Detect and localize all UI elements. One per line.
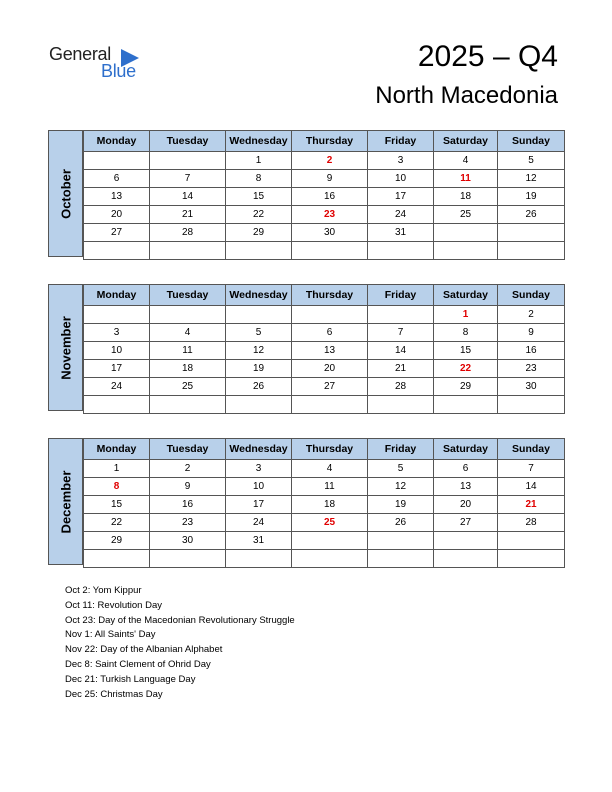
- weekday-header: Friday: [368, 131, 434, 152]
- day-cell: 4: [292, 460, 368, 478]
- empty-day-cell: [434, 550, 498, 568]
- day-cell: 6: [84, 170, 150, 188]
- logo-text-general: General: [49, 44, 111, 64]
- empty-day-cell: [226, 306, 292, 324]
- holiday-day-cell: 1: [434, 306, 498, 324]
- day-cell: 27: [292, 378, 368, 396]
- empty-day-cell: [84, 550, 150, 568]
- day-cell: 1: [84, 460, 150, 478]
- holiday-day-cell: 2: [292, 152, 368, 170]
- weekday-header: Sunday: [498, 131, 565, 152]
- empty-day-cell: [498, 242, 565, 260]
- month-label: [48, 130, 83, 257]
- day-cell: 28: [498, 514, 565, 532]
- empty-day-cell: [434, 242, 498, 260]
- empty-day-cell: [498, 532, 565, 550]
- day-cell: 30: [292, 224, 368, 242]
- day-cell: 8: [434, 324, 498, 342]
- month-block-december: [48, 438, 564, 565]
- weekday-header: Monday: [84, 131, 150, 152]
- day-cell: 13: [292, 342, 368, 360]
- weekday-header: Saturday: [434, 131, 498, 152]
- day-cell: 20: [84, 206, 150, 224]
- week-row: [84, 188, 565, 206]
- empty-day-cell: [150, 152, 226, 170]
- holiday-day-cell: 23: [292, 206, 368, 224]
- day-cell: 31: [368, 224, 434, 242]
- day-cell: 9: [150, 478, 226, 496]
- weekday-header: Wednesday: [226, 131, 292, 152]
- day-cell: 1: [226, 152, 292, 170]
- empty-day-cell: [292, 532, 368, 550]
- empty-day-cell: [84, 152, 150, 170]
- weekday-header-row: [84, 285, 565, 306]
- empty-day-cell: [150, 396, 226, 414]
- weekday-header: Thursday: [292, 439, 368, 460]
- week-row: [84, 306, 565, 324]
- holiday-note: Oct 11: Revolution Day: [65, 599, 162, 611]
- day-cell: 18: [434, 188, 498, 206]
- day-cell: 25: [434, 206, 498, 224]
- holiday-note: Nov 22: Day of the Albanian Alphabet: [65, 644, 223, 656]
- holiday-note: Nov 1: All Saints' Day: [65, 629, 156, 641]
- week-row: [84, 532, 565, 550]
- weekday-header: Monday: [84, 439, 150, 460]
- weekday-header: Friday: [368, 285, 434, 306]
- empty-day-cell: [498, 550, 565, 568]
- day-cell: 12: [368, 478, 434, 496]
- empty-day-cell: [368, 532, 434, 550]
- week-row: [84, 324, 565, 342]
- week-row: [84, 206, 565, 224]
- week-row: [84, 396, 565, 414]
- day-cell: 11: [150, 342, 226, 360]
- day-cell: 24: [84, 378, 150, 396]
- calendar-table: [83, 438, 565, 568]
- day-cell: 5: [226, 324, 292, 342]
- empty-day-cell: [292, 242, 368, 260]
- day-cell: 30: [150, 532, 226, 550]
- week-row: [84, 170, 565, 188]
- day-cell: 27: [84, 224, 150, 242]
- day-cell: 13: [434, 478, 498, 496]
- holiday-note: Dec 25: Christmas Day: [65, 688, 163, 700]
- weekday-header: Wednesday: [226, 285, 292, 306]
- empty-day-cell: [292, 396, 368, 414]
- day-cell: 2: [498, 306, 565, 324]
- day-cell: 15: [84, 496, 150, 514]
- holiday-note: Dec 8: Saint Clement of Ohrid Day: [65, 658, 211, 670]
- weekday-header: Monday: [84, 285, 150, 306]
- empty-day-cell: [226, 550, 292, 568]
- weekday-header: Saturday: [434, 285, 498, 306]
- day-cell: 10: [226, 478, 292, 496]
- week-row: [84, 360, 565, 378]
- weekday-header: Thursday: [292, 131, 368, 152]
- holiday-note: Oct 2: Yom Kippur: [65, 585, 142, 596]
- weekday-header: Sunday: [498, 439, 565, 460]
- day-cell: 28: [368, 378, 434, 396]
- empty-day-cell: [368, 306, 434, 324]
- holiday-note: Dec 21: Turkish Language Day: [65, 673, 196, 685]
- day-cell: 23: [150, 514, 226, 532]
- day-cell: 21: [150, 206, 226, 224]
- day-cell: 6: [292, 324, 368, 342]
- holiday-day-cell: 22: [434, 360, 498, 378]
- week-row: [84, 460, 565, 478]
- day-cell: 18: [150, 360, 226, 378]
- weekday-header: Saturday: [434, 439, 498, 460]
- day-cell: 26: [498, 206, 565, 224]
- weekday-header-row: [84, 439, 565, 460]
- holiday-note: Oct 23: Day of the Macedonian Revolutionary Struggle: [65, 614, 295, 626]
- page-subtitle: North Macedonia: [375, 82, 558, 109]
- weekday-header: Tuesday: [150, 131, 226, 152]
- month-label: [48, 284, 83, 411]
- empty-day-cell: [368, 396, 434, 414]
- day-cell: 7: [150, 170, 226, 188]
- day-cell: 9: [498, 324, 565, 342]
- day-cell: 21: [368, 360, 434, 378]
- day-cell: 26: [226, 378, 292, 396]
- day-cell: 10: [84, 342, 150, 360]
- day-cell: 6: [434, 460, 498, 478]
- empty-day-cell: [368, 550, 434, 568]
- day-cell: 16: [150, 496, 226, 514]
- month-block-october: [48, 130, 564, 257]
- empty-day-cell: [292, 550, 368, 568]
- empty-day-cell: [498, 224, 565, 242]
- empty-day-cell: [84, 242, 150, 260]
- day-cell: 13: [84, 188, 150, 206]
- page-title: 2025 – Q4: [417, 40, 558, 73]
- month-name: November: [58, 315, 73, 380]
- day-cell: 14: [498, 478, 565, 496]
- day-cell: 20: [292, 360, 368, 378]
- day-cell: 16: [292, 188, 368, 206]
- day-cell: 3: [368, 152, 434, 170]
- day-cell: 22: [226, 206, 292, 224]
- day-cell: 3: [226, 460, 292, 478]
- day-cell: 7: [498, 460, 565, 478]
- day-cell: 29: [84, 532, 150, 550]
- day-cell: 24: [368, 206, 434, 224]
- day-cell: 19: [368, 496, 434, 514]
- day-cell: 31: [226, 532, 292, 550]
- empty-day-cell: [434, 532, 498, 550]
- empty-day-cell: [150, 242, 226, 260]
- day-cell: 29: [434, 378, 498, 396]
- empty-day-cell: [498, 396, 565, 414]
- day-cell: 19: [226, 360, 292, 378]
- day-cell: 4: [434, 152, 498, 170]
- day-cell: 3: [84, 324, 150, 342]
- week-row: [84, 514, 565, 532]
- week-row: [84, 378, 565, 396]
- week-row: [84, 152, 565, 170]
- day-cell: 8: [226, 170, 292, 188]
- day-cell: 28: [150, 224, 226, 242]
- day-cell: 14: [368, 342, 434, 360]
- logo-text-blue: Blue: [101, 61, 136, 81]
- day-cell: 29: [226, 224, 292, 242]
- week-row: [84, 224, 565, 242]
- empty-day-cell: [368, 242, 434, 260]
- day-cell: 11: [292, 478, 368, 496]
- empty-day-cell: [226, 242, 292, 260]
- holiday-day-cell: 11: [434, 170, 498, 188]
- day-cell: 20: [434, 496, 498, 514]
- day-cell: 14: [150, 188, 226, 206]
- holiday-day-cell: 25: [292, 514, 368, 532]
- day-cell: 7: [368, 324, 434, 342]
- weekday-header: Sunday: [498, 285, 565, 306]
- day-cell: 9: [292, 170, 368, 188]
- day-cell: 23: [498, 360, 565, 378]
- holiday-day-cell: 21: [498, 496, 565, 514]
- week-row: [84, 550, 565, 568]
- day-cell: 2: [150, 460, 226, 478]
- weekday-header: Tuesday: [150, 285, 226, 306]
- day-cell: 25: [150, 378, 226, 396]
- day-cell: 26: [368, 514, 434, 532]
- empty-day-cell: [292, 306, 368, 324]
- day-cell: 17: [226, 496, 292, 514]
- weekday-header: Tuesday: [150, 439, 226, 460]
- month-name: October: [58, 168, 73, 219]
- day-cell: 15: [434, 342, 498, 360]
- holiday-notes: [65, 584, 295, 702]
- empty-day-cell: [84, 396, 150, 414]
- month-name: December: [58, 470, 73, 533]
- calendar-table: [83, 130, 565, 260]
- week-row: [84, 342, 565, 360]
- day-cell: 17: [84, 360, 150, 378]
- day-cell: 12: [498, 170, 565, 188]
- calendar-table: [83, 284, 565, 414]
- weekday-header-row: [84, 131, 565, 152]
- day-cell: 19: [498, 188, 565, 206]
- holiday-day-cell: 8: [84, 478, 150, 496]
- day-cell: 22: [84, 514, 150, 532]
- day-cell: 15: [226, 188, 292, 206]
- day-cell: 27: [434, 514, 498, 532]
- empty-day-cell: [84, 306, 150, 324]
- empty-day-cell: [434, 224, 498, 242]
- empty-day-cell: [226, 396, 292, 414]
- empty-day-cell: [434, 396, 498, 414]
- day-cell: 5: [498, 152, 565, 170]
- week-row: [84, 496, 565, 514]
- weekday-header: Thursday: [292, 285, 368, 306]
- empty-day-cell: [150, 306, 226, 324]
- week-row: [84, 242, 565, 260]
- month-label: [48, 438, 83, 565]
- day-cell: 24: [226, 514, 292, 532]
- day-cell: 10: [368, 170, 434, 188]
- weekday-header: Wednesday: [226, 439, 292, 460]
- day-cell: 4: [150, 324, 226, 342]
- day-cell: 30: [498, 378, 565, 396]
- day-cell: 16: [498, 342, 565, 360]
- day-cell: 17: [368, 188, 434, 206]
- week-row: [84, 478, 565, 496]
- day-cell: 18: [292, 496, 368, 514]
- empty-day-cell: [150, 550, 226, 568]
- day-cell: 12: [226, 342, 292, 360]
- weekday-header: Friday: [368, 439, 434, 460]
- day-cell: 5: [368, 460, 434, 478]
- month-block-november: [48, 284, 564, 411]
- brand-logo: [49, 44, 149, 84]
